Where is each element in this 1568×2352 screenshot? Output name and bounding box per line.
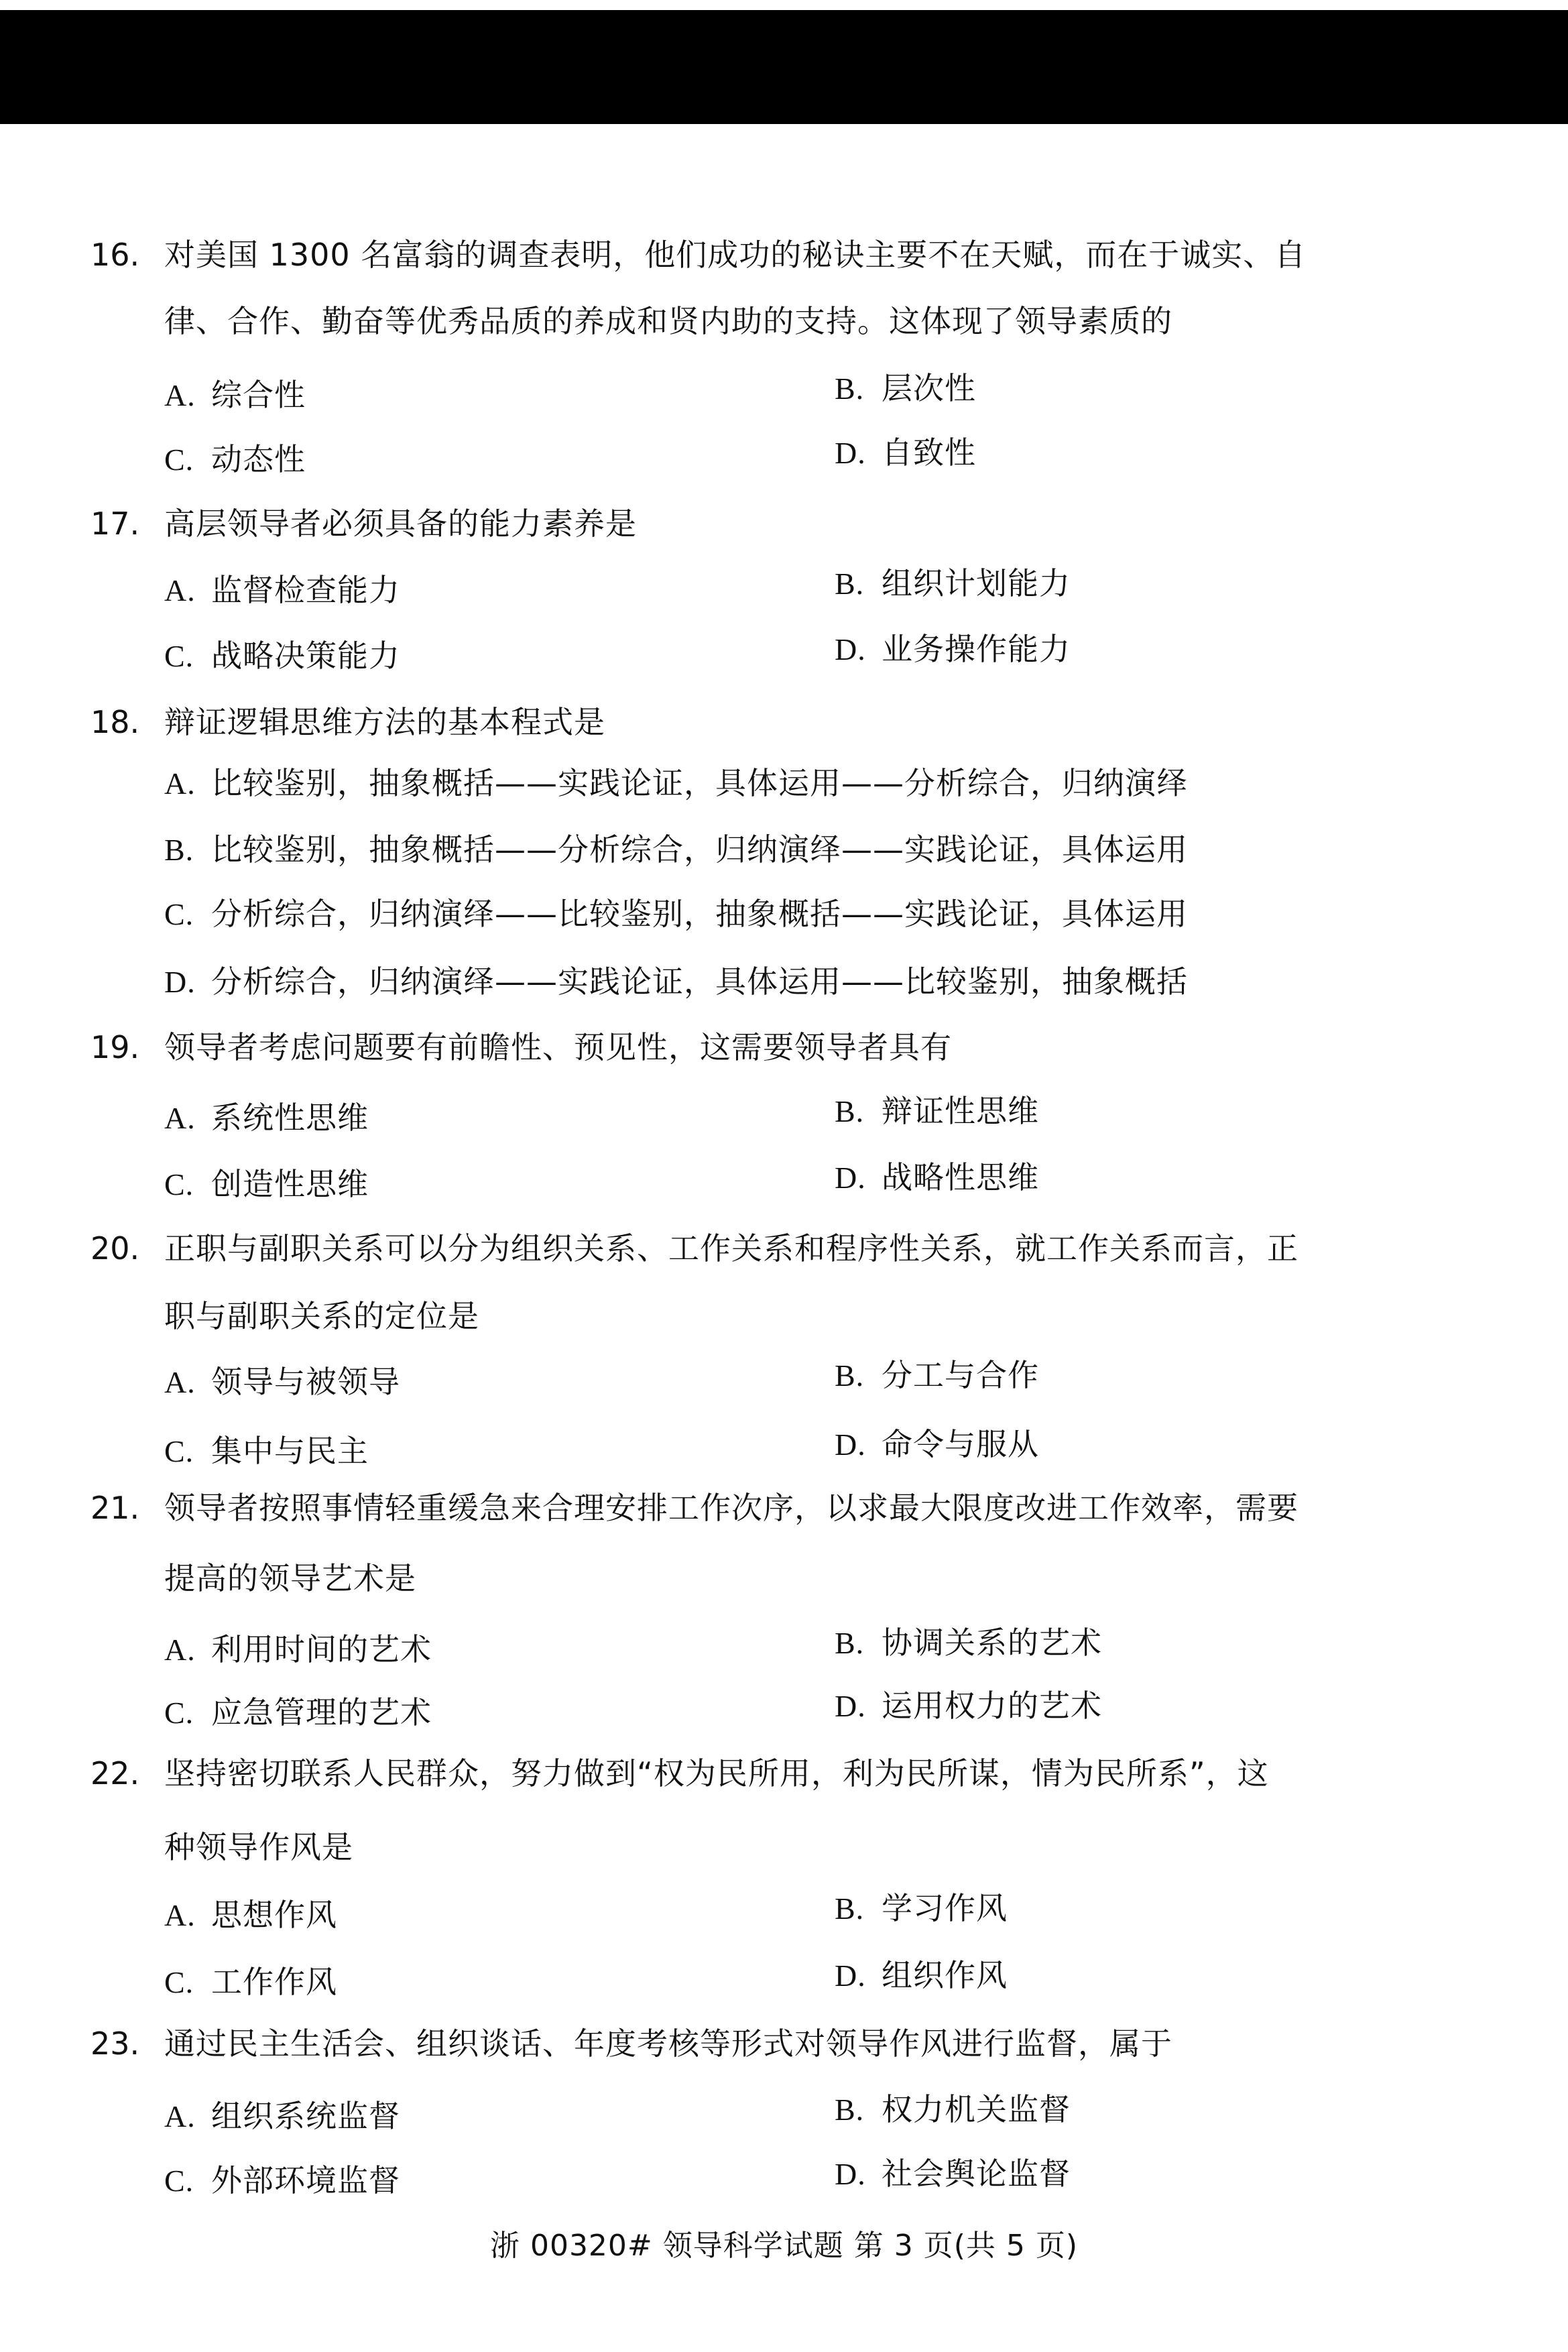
- option-text: 监督检查能力: [211, 572, 400, 608]
- question-number: 17.: [91, 506, 140, 542]
- option-letter: A.: [164, 766, 196, 801]
- option-text: 动态性: [211, 441, 306, 477]
- option-c: [164, 1165, 369, 1203]
- question-text-line: 辩证逻辑思维方法的基本程式是: [164, 704, 605, 740]
- option-letter: C.: [164, 897, 194, 931]
- question-number: 18.: [91, 704, 140, 740]
- option-letter: D.: [164, 965, 196, 999]
- option-letter: D.: [835, 1958, 866, 1993]
- option-text: 分工与合作: [882, 1357, 1039, 1393]
- option-text: 学习作风: [882, 1890, 1008, 1926]
- option-letter: A.: [164, 1898, 196, 1932]
- option-letter: C.: [164, 1696, 194, 1730]
- option-text: 创造性思维: [211, 1166, 369, 1202]
- option-c: [164, 1694, 432, 1732]
- option-text: 集中与民主: [211, 1433, 369, 1469]
- option-d: [164, 963, 1188, 1001]
- option-text: 自致性: [882, 434, 976, 471]
- option-letter: D.: [835, 1427, 866, 1462]
- option-letter: B.: [835, 1891, 865, 1926]
- option-b: [835, 565, 1071, 603]
- option-c: [164, 1432, 369, 1470]
- option-letter: C.: [164, 2164, 194, 2198]
- option-a: [164, 571, 400, 609]
- option-letter: C.: [164, 1434, 194, 1468]
- option-letter: B.: [835, 1626, 865, 1660]
- option-b: [835, 369, 976, 408]
- option-letter: C.: [164, 1167, 194, 1201]
- option-c: [164, 440, 306, 479]
- option-d: [835, 434, 976, 472]
- option-c: [164, 895, 1188, 933]
- option-letter: A.: [164, 573, 196, 607]
- option-c: [164, 1963, 337, 2001]
- question-text-line: 领导者考虑问题要有前瞻性、预见性，这需要领导者具有: [164, 1029, 952, 1065]
- option-text: 外部环境监督: [211, 2162, 400, 2198]
- option-text: 层次性: [882, 370, 976, 406]
- option-letter: D.: [835, 436, 866, 470]
- option-letter: C.: [164, 1965, 194, 1999]
- option-b: [835, 1624, 1102, 1662]
- option-text: 组织作风: [882, 1957, 1008, 1993]
- option-a: [164, 2097, 400, 2135]
- option-letter: B.: [164, 833, 194, 867]
- option-text: 领导与被领导: [211, 1364, 400, 1400]
- option-text: 工作作风: [211, 1964, 337, 2000]
- question-text-line: 职与副职关系的定位是: [164, 1298, 479, 1334]
- option-letter: D.: [835, 1689, 866, 1723]
- option-text: 组织计划能力: [882, 565, 1071, 601]
- option-letter: A.: [164, 1633, 196, 1667]
- option-letter: B.: [835, 371, 865, 406]
- option-letter: B.: [835, 1358, 865, 1393]
- option-b: [835, 1889, 1008, 1928]
- question-number: 21.: [91, 1490, 140, 1526]
- option-b: [835, 2091, 1071, 2129]
- question-text-line: 种领导作风是: [164, 1829, 353, 1865]
- option-d: [835, 2155, 1071, 2193]
- question-text-line: 正职与副职关系可以分为组织关系、工作关系和程序性关系，就工作关系而言，正: [164, 1230, 1299, 1267]
- scan-header-black-bar: [0, 10, 1568, 124]
- option-text: 业务操作能力: [882, 631, 1071, 667]
- question-text-line: 坚持密切联系人民群众，努力做到“权为民所用，利为民所谋，情为民所系”，这: [164, 1755, 1269, 1791]
- option-text: 战略决策能力: [211, 638, 400, 674]
- option-a: [164, 1631, 432, 1669]
- option-text: 系统性思维: [211, 1100, 369, 1136]
- option-text: 思想作风: [211, 1897, 337, 1933]
- option-a: [164, 376, 306, 414]
- option-text: 组织系统监督: [211, 2098, 400, 2134]
- option-text: 分析综合，归纳演绎——实践论证，具体运用——比较鉴别，抽象概括: [211, 963, 1188, 1000]
- question-text-line: 领导者按照事情轻重缓急来合理安排工作次序，以求最大限度改进工作效率，需要: [164, 1490, 1299, 1526]
- option-a: [164, 764, 1188, 803]
- question-number: 23.: [91, 2025, 140, 2062]
- option-letter: A.: [164, 1101, 196, 1135]
- option-a: [164, 1363, 400, 1401]
- option-text: 命令与服从: [882, 1426, 1039, 1462]
- option-letter: D.: [835, 632, 866, 666]
- option-d: [835, 1159, 1039, 1197]
- option-letter: B.: [835, 2093, 865, 2127]
- option-b: [835, 1092, 1039, 1130]
- option-text: 辩证性思维: [882, 1093, 1039, 1129]
- option-text: 权力机关监督: [882, 2091, 1071, 2127]
- option-a: [164, 1099, 369, 1137]
- option-d: [835, 630, 1071, 668]
- option-text: 运用权力的艺术: [882, 1688, 1102, 1724]
- option-b: [835, 1356, 1039, 1395]
- option-text: 应急管理的艺术: [211, 1694, 432, 1730]
- option-letter: C.: [164, 443, 194, 477]
- option-text: 战略性思维: [882, 1159, 1039, 1195]
- option-letter: B.: [835, 1094, 865, 1128]
- option-letter: D.: [835, 1161, 866, 1195]
- option-text: 分析综合，归纳演绎——比较鉴别，抽象概括——实践论证，具体运用: [211, 896, 1188, 932]
- question-number: 16.: [91, 237, 140, 273]
- option-text: 利用时间的艺术: [211, 1631, 432, 1667]
- question-text-line: 对美国 1300 名富翁的调查表明，他们成功的秘诀主要不在天赋，而在于诚实、自: [164, 237, 1307, 273]
- option-d: [835, 1956, 1008, 1995]
- option-letter: B.: [835, 567, 865, 601]
- option-letter: C.: [164, 639, 194, 673]
- option-letter: A.: [164, 378, 196, 412]
- option-text: 比较鉴别，抽象概括——分析综合，归纳演绎——实践论证，具体运用: [211, 831, 1188, 868]
- option-d: [835, 1687, 1102, 1725]
- question-number: 20.: [91, 1230, 140, 1267]
- question-text-line: 通过民主生活会、组织谈话、年度考核等形式对领导作风进行监督，属于: [164, 2025, 1172, 2062]
- question-number: 22.: [91, 1755, 140, 1791]
- option-text: 综合性: [211, 377, 306, 413]
- option-text: 比较鉴别，抽象概括——实践论证，具体运用——分析综合，归纳演绎: [211, 765, 1188, 801]
- option-text: 协调关系的艺术: [882, 1625, 1102, 1661]
- question-text-line: 律、合作、勤奋等优秀品质的养成和贤内助的支持。这体现了领导素质的: [164, 303, 1172, 339]
- question-text-line: 提高的领导艺术是: [164, 1560, 416, 1596]
- option-text: 社会舆论监督: [882, 2156, 1071, 2192]
- option-d: [835, 1425, 1039, 1464]
- question-number: 19.: [91, 1029, 140, 1065]
- page-footer: 浙 00320# 领导科学试题 第 3 页(共 5 页): [489, 2229, 1079, 2263]
- option-letter: D.: [835, 2157, 866, 2191]
- option-letter: A.: [164, 2099, 196, 2133]
- option-c: [164, 637, 400, 675]
- option-c: [164, 2162, 400, 2200]
- question-text-line: 高层领导者必须具备的能力素养是: [164, 506, 637, 542]
- option-a: [164, 1896, 337, 1934]
- option-b: [164, 831, 1188, 869]
- option-letter: A.: [164, 1365, 196, 1399]
